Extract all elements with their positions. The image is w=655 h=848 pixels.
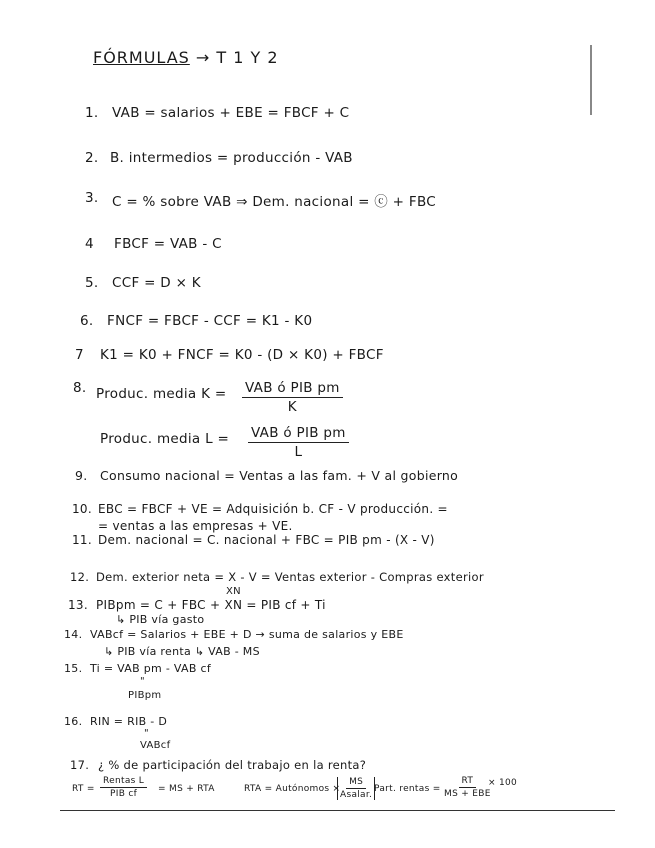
- numerator: Rentas L: [100, 776, 147, 788]
- formula-number: 13.: [68, 598, 88, 612]
- formula-number: 15.: [64, 662, 83, 675]
- formula-text: FNCF = FBCF - CCF = K1 - K0: [107, 313, 313, 329]
- formula-number: 5.: [85, 275, 99, 291]
- formula-number: 9.: [75, 468, 88, 483]
- formula-number: 1.: [85, 105, 99, 121]
- formula-number: 7: [75, 347, 84, 363]
- formula-text: Ti = VAB pm - VAB cf: [90, 662, 212, 675]
- denominator: K: [287, 399, 297, 415]
- formula-text: K1 = K0 + FNCF = K0 - (D × K0) + FBCF: [100, 347, 384, 363]
- formula-text: FBCF = VAB - C: [114, 236, 222, 252]
- fraction: [444, 776, 491, 799]
- formula-text: ¿ % de participación del trabajo en la renta?: [98, 758, 367, 772]
- formula-text: Dem. exterior neta = X - V = Ventas exterior - Compras exterior: [96, 570, 484, 584]
- formula-text: CCF = D × K: [112, 275, 201, 291]
- formula-text: Consumo nacional = Ventas a las fam. + V al gobierno: [100, 468, 459, 483]
- formula-number: 12.: [70, 570, 90, 584]
- denominator: Asalar.: [340, 790, 373, 800]
- numerator: VAB ó PIB pm: [242, 380, 343, 398]
- denominator: PIB cf: [110, 789, 138, 799]
- formula-text: Produc. media L =: [100, 431, 230, 447]
- formula-text: VABcf: [140, 740, 171, 751]
- formula-text: VABcf = Salarios + EBE + D → suma de salarios y EBE: [90, 628, 404, 641]
- fraction: [337, 777, 375, 800]
- formula-number: 2.: [85, 150, 99, 166]
- title-main: FÓRMULAS: [93, 48, 190, 67]
- formula-text: RIN = RIB - D: [90, 715, 168, 728]
- numerator: RT: [459, 776, 477, 788]
- formula-text: EBC = FBCF + VE = Adquisición b. CF - V producción. =: [98, 502, 448, 516]
- denominator: MS + EBE: [444, 789, 491, 799]
- formula-number: 17.: [70, 758, 90, 772]
- formula-number: 16.: [64, 715, 83, 728]
- formula-text: C = % sobre VAB ⇒ Dem. nacional = ⓒ + FBC: [112, 194, 436, 210]
- formula-text: ": [140, 676, 145, 687]
- formula-number: 3.: [85, 190, 99, 206]
- formula-text: = ventas a las empresas + VE.: [98, 519, 293, 533]
- formula-text: ": [144, 728, 149, 739]
- page-title: [93, 48, 279, 67]
- formula-text: ↳ PIB vía renta ↳ VAB - MS: [104, 645, 260, 658]
- formula-number: 14.: [64, 628, 83, 641]
- formula-text: PIBpm = C + FBC + XN = PIB cf + Ti: [96, 598, 326, 612]
- margin-mark: [590, 45, 592, 115]
- formula-text: Dem. nacional = C. nacional + FBC = PIB pm - (X - V): [98, 533, 435, 547]
- times-hundred: × 100: [488, 778, 518, 788]
- formula-number: 11.: [72, 533, 92, 547]
- rta-label: RTA = Autónomos ×: [244, 784, 341, 794]
- formula-text: PIBpm: [128, 690, 162, 701]
- rt-label: RT =: [72, 784, 95, 794]
- fraction: [248, 425, 349, 460]
- numerator: VAB ó PIB pm: [248, 425, 349, 443]
- formula-number: 4: [85, 236, 94, 252]
- rt-equality: = MS + RTA: [158, 784, 215, 794]
- title-arrow: →: [195, 48, 211, 67]
- bottom-rule: [60, 810, 615, 811]
- numerator: MS: [346, 777, 366, 789]
- formula-text: ↳ PIB vía gasto: [116, 613, 205, 626]
- formula-text: VAB = salarios + EBE = FBCF + C: [112, 105, 350, 121]
- formula-number: 10.: [72, 502, 92, 516]
- fraction: [100, 776, 147, 799]
- formula-text: B. intermedios = producción - VAB: [110, 150, 353, 166]
- formula-number: 6.: [80, 313, 94, 329]
- denominator: L: [294, 444, 303, 460]
- formula-text: XN: [226, 586, 241, 597]
- formula-text: Produc. media K =: [96, 386, 227, 402]
- fraction: [242, 380, 343, 415]
- formula-number: 8.: [73, 380, 87, 396]
- title-rest: T 1 Y 2: [216, 48, 279, 67]
- part-rentas-label: Part. rentas =: [374, 784, 441, 794]
